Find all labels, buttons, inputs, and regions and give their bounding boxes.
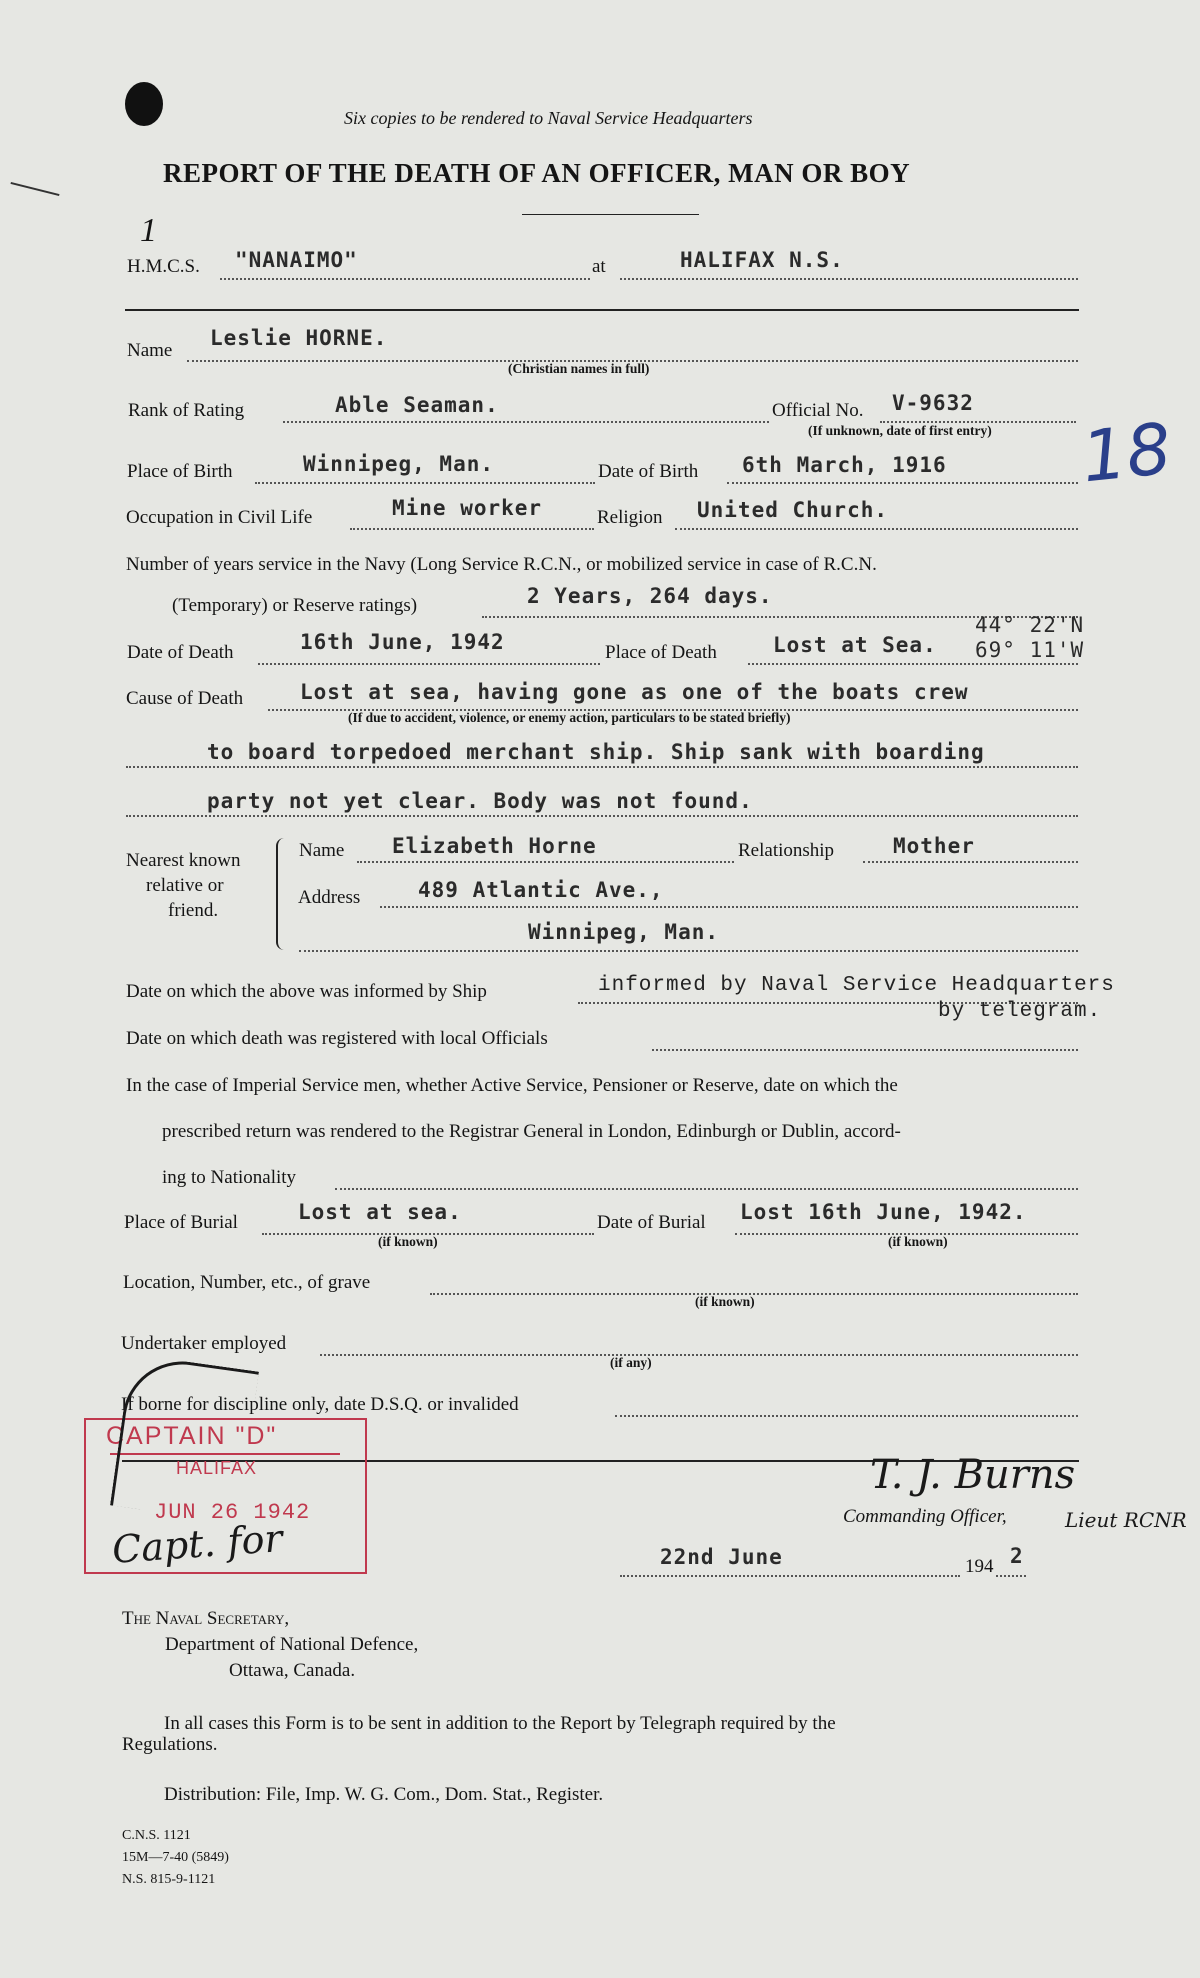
service-label-line2: (Temporary) or Reserve ratings) [172, 595, 418, 616]
signoff-date-dots [620, 1575, 960, 1577]
address-line-2: Department of National Defence, [165, 1634, 419, 1655]
death-date-value: 16th June, 1942 [300, 630, 505, 654]
grave-note: (if known) [695, 1294, 755, 1309]
name-note: (Christian names in full) [508, 361, 650, 376]
relative-address-line1: 489 Atlantic Ave., [418, 878, 664, 902]
stamp-signature: Capt. for [110, 1516, 284, 1572]
distribution-line: Distribution: File, Imp. W. G. Com., Dom. Stat., Register. [164, 1784, 604, 1805]
officer-rank: Lieut RCNR [1065, 1508, 1187, 1532]
birth-date-label: Date of Birth [598, 461, 699, 482]
relative-label-1: Nearest known [126, 850, 241, 871]
commanding-officer-signature: T. J. Burns [870, 1452, 1076, 1498]
commanding-officer-label: Commanding Officer, [843, 1506, 1007, 1527]
ship-at-dots [620, 278, 1078, 280]
burial-place-note: (if known) [378, 1234, 438, 1249]
informed-label: Date on which the above was informed by Ship [126, 981, 487, 1002]
page-title: REPORT OF THE DEATH OF AN OFFICER, MAN OR BOY [163, 158, 911, 188]
birth-date-value: 6th March, 1916 [742, 453, 947, 477]
occupation-value: Mine worker [392, 496, 543, 520]
discipline-label: If borne for discipline only, date D.S.Q. or invalided [121, 1394, 519, 1415]
cause-dots-3 [126, 815, 1078, 817]
cause-line2: to board torpedoed merchant ship. Ship sank with boarding [207, 740, 985, 764]
death-latitude: 44° 22'N [975, 613, 1085, 637]
death-date-label: Date of Death [127, 642, 234, 663]
cause-note: (If due to accident, violence, or enemy action, particulars to be stated briefly) [348, 710, 791, 725]
birth-date-dots [727, 482, 1078, 484]
stamp-scribble [110, 1354, 259, 1523]
instructions-line-2: Regulations. [122, 1734, 218, 1755]
rank-dots [283, 421, 769, 423]
address-line-3: Ottawa, Canada. [229, 1660, 356, 1681]
name-label: Name [127, 340, 173, 361]
ship-dots [220, 278, 590, 280]
ink-blot [125, 82, 163, 126]
service-value: 2 Years, 264 days. [527, 584, 773, 608]
relative-address-dots-2 [299, 950, 1078, 952]
imperial-line2: prescribed return was rendered to the Registrar General in London, Edinburgh or Dublin, accord- [162, 1121, 901, 1142]
imperial-line1: In the case of Imperial Service men, whether Active Service, Pensioner or Reserve, date on which the [126, 1075, 898, 1096]
footer-line-1: C.N.S. 1121 [122, 1828, 191, 1843]
registered-dots [652, 1049, 1078, 1051]
title-underline [522, 214, 699, 215]
death-place-label: Place of Death [605, 642, 717, 663]
official-label: Official No. [772, 400, 864, 421]
registered-label: Date on which death was registered with local Officials [126, 1028, 548, 1049]
occupation-label: Occupation in Civil Life [126, 507, 313, 528]
birth-place-dots [255, 482, 595, 484]
copies-note: Six copies to be rendered to Naval Service Headquarters [344, 108, 753, 128]
occupation-dots [350, 528, 594, 530]
relative-name-value: Elizabeth Horne [392, 834, 597, 858]
margin-mark: 1 [140, 212, 157, 249]
religion-value: United Church. [697, 498, 889, 522]
imperial-dots [335, 1188, 1078, 1190]
relative-address-line2: Winnipeg, Man. [528, 920, 720, 944]
informed-value-line1: informed by Naval Service Headquarters [598, 974, 1115, 997]
undertaker-dots [320, 1354, 1078, 1356]
informed-value-line2: by telegram. [938, 1000, 1102, 1023]
service-label-line1: Number of years service in the Navy (Long Service R.C.N., or mobilized service in case of R.C.N. [126, 554, 877, 575]
undertaker-label: Undertaker employed [121, 1333, 287, 1354]
relative-label-2: relative or [146, 875, 224, 896]
stamp-line-3: JUN 26 1942 [154, 1500, 311, 1525]
burial-place-value: Lost at sea. [298, 1200, 462, 1224]
ship-label: H.M.C.S. [127, 256, 200, 277]
discipline-dots [615, 1415, 1078, 1417]
burial-date-value: Lost 16th June, 1942. [740, 1200, 1027, 1224]
death-place-value: Lost at Sea. [773, 633, 937, 657]
death-place-dots [748, 663, 1078, 665]
name-value: Leslie HORNE. [210, 326, 388, 350]
signoff-year-prefix: 194 [965, 1556, 994, 1577]
death-longitude: 69° 11'W [975, 638, 1085, 662]
relative-name-dots [357, 861, 734, 863]
instructions-line-1: In all cases this Form is to be sent in addition to the Report by Telegraph required by the [164, 1713, 836, 1734]
burial-date-note: (if known) [888, 1234, 948, 1249]
official-note: (If unknown, date of first entry) [808, 423, 992, 438]
relative-address-dots-1 [380, 906, 1078, 908]
rank-label: Rank of Rating [128, 400, 245, 421]
handwritten-number: 18 [1077, 407, 1176, 499]
signoff-year-dots [996, 1575, 1026, 1577]
burial-date-label: Date of Burial [597, 1212, 706, 1233]
relative-label-3: friend. [168, 900, 219, 921]
birth-place-value: Winnipeg, Man. [303, 452, 495, 476]
stamp-line-2: HALIFAX [176, 1458, 258, 1478]
relative-name-label: Name [299, 840, 345, 861]
religion-label: Religion [597, 507, 663, 528]
imperial-line3: ing to Nationality [162, 1167, 297, 1188]
relative-brace [276, 838, 288, 950]
ship-at-label: at [592, 256, 606, 277]
cause-line1: Lost at sea, having gone as one of the boats crew [300, 680, 969, 704]
signoff-year-suffix: 2 [1010, 1544, 1024, 1568]
ship-value: "NANAIMO" [235, 248, 358, 272]
stamp-line-1: CAPTAIN "D" [106, 1422, 278, 1450]
relative-address-label: Address [298, 887, 361, 908]
footer-line-2: 15M—7-40 (5849) [122, 1850, 229, 1865]
rank-value: Able Seaman. [335, 393, 499, 417]
cause-dots-2 [126, 766, 1078, 768]
relationship-dots [863, 861, 1078, 863]
death-date-dots [258, 663, 600, 665]
edge-mark [11, 182, 60, 196]
header-rule [125, 309, 1079, 311]
cause-line3: party not yet clear. Body was not found. [207, 789, 753, 813]
cause-label: Cause of Death [126, 688, 244, 709]
footer-line-3: N.S. 815-9-1121 [122, 1872, 216, 1887]
address-line-1: The Naval Secretary, [122, 1608, 290, 1629]
official-value: V-9632 [892, 391, 974, 415]
burial-place-label: Place of Burial [124, 1212, 238, 1233]
relationship-label: Relationship [738, 840, 835, 861]
undertaker-note: (if any) [610, 1355, 652, 1370]
religion-dots [675, 528, 1078, 530]
birth-place-label: Place of Birth [127, 461, 233, 482]
grave-label: Location, Number, etc., of grave [123, 1272, 371, 1293]
signoff-date-value: 22nd June [660, 1545, 783, 1569]
ship-at-value: HALIFAX N.S. [680, 248, 844, 272]
relationship-value: Mother [893, 834, 975, 858]
